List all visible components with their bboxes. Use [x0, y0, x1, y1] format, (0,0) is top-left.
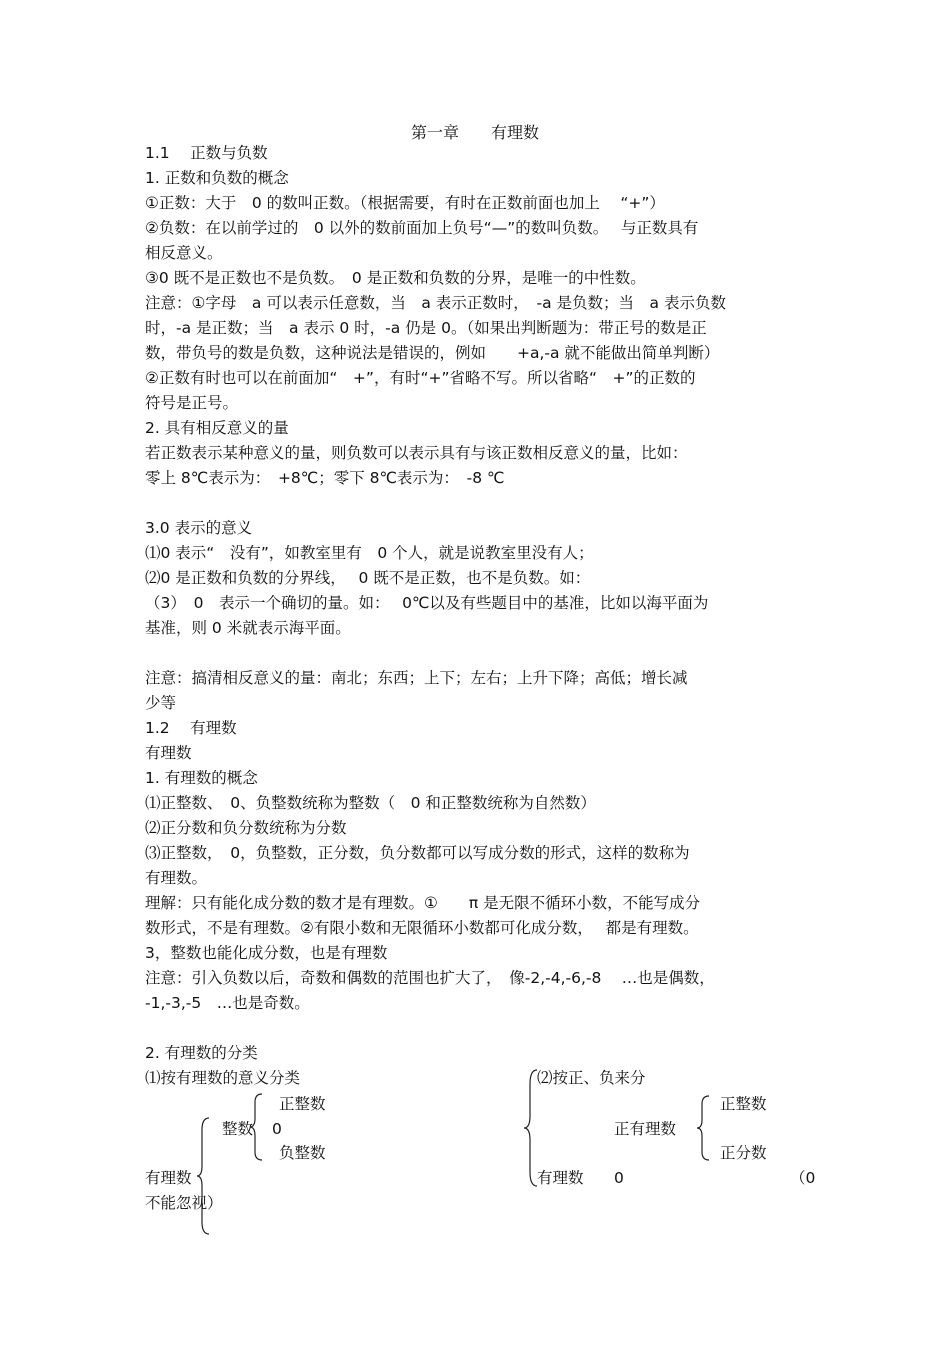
text-line: -1,-3,-5 …也是奇数。 — [145, 994, 310, 1012]
text-line: 数，带负号的数是负数，这种说法是错误的，例如 +a,-a 就不能做出简单判断） — [145, 344, 720, 362]
text-line: 时，-a 是正数；当 a 表示 0 时，-a 仍是 0。（如果出判断题为：带正号的数是正 — [145, 319, 707, 337]
section-heading: 1.1 正数与负数 — [145, 144, 268, 162]
positive-rational-label: 正有理数 — [614, 1120, 677, 1138]
text-line: ⑵0 是正数和负数的分界线， 0 既不是正数，也不是负数。如： — [145, 569, 591, 587]
text-line: ⑶正整数， 0，负整数，正分数，负分数都可以写成分数的形式，这样的数称为 — [145, 844, 690, 862]
text-line: 3，整数也能化成分数，也是有理数 — [145, 944, 388, 962]
text-line: 少等 — [145, 694, 177, 712]
integer-label: 整数 — [222, 1120, 254, 1138]
subsection-heading: 2. 有理数的分类 — [145, 1044, 258, 1062]
classify-right-heading: ⑵按正、负来分 — [537, 1069, 646, 1087]
right-rational-number-label: 有理数 — [537, 1169, 584, 1187]
text-line: ⑵正分数和负分数统称为分数 — [145, 819, 347, 837]
note-text: 不能忽视） — [145, 1194, 223, 1212]
section-heading: 1.2 有理数 — [145, 719, 237, 737]
text-line: 零上 8℃表示为： +8℃；零下 8℃表示为： -8 ℃ — [145, 469, 505, 487]
text-line: ②负数：在以前学过的 0 以外的数前面加上负号“—”的数叫负数。 与正数具有 — [145, 219, 699, 237]
right-positive-integer-label: 正整数 — [720, 1095, 767, 1113]
right-zero-label: 0 — [614, 1169, 624, 1187]
subsection-heading: 2. 具有相反意义的量 — [145, 419, 289, 437]
rational-number-label: 有理数 — [145, 1169, 192, 1187]
text-line: ⑴正整数、 0、负整数统称为整数（ 0 和正整数统称为自然数） — [145, 794, 596, 812]
text-line: ③0 既不是正数也不是负数。 0 是正数和负数的分界，是唯一的中性数。 — [145, 269, 646, 287]
positive-fraction-label: 正分数 — [720, 1144, 767, 1162]
zero-label: 0 — [272, 1120, 282, 1138]
text-line: 注意：搞清相反意义的量：南北；东西；上下；左右；上升下降；高低；增长减 — [145, 669, 688, 687]
positive-rational-brace — [697, 1096, 709, 1160]
text-line: 数形式，不是有理数。②有限小数和无限循环小数都可化成分数， 都是有理数。 — [145, 919, 699, 937]
classify-left-heading: ⑴按有理数的意义分类 — [145, 1069, 301, 1087]
subsection-heading: 1. 正数和负数的概念 — [145, 169, 289, 187]
text-line: ⑴0 表示“ 没有”，如教室里有 0 个人，就是说教室里没有人； — [145, 544, 594, 562]
text-line: 符号是正号。 — [145, 394, 239, 412]
text-line: 理解：只有能化成分数的数才是有理数。① π 是无限不循环小数，不能写成分 — [145, 894, 701, 912]
positive-integer-label: 正整数 — [279, 1095, 326, 1113]
subsection-heading: 1. 有理数的概念 — [145, 769, 258, 787]
chapter-title: 第一章 有理数 — [410, 123, 539, 142]
rational-brace-left — [197, 1118, 209, 1234]
text-line: 基准，则 0 米就表示海平面。 — [145, 619, 351, 637]
text-line: （3） 0 表示一个确切的量。如： 0℃以及有些题目中的基准，比如以海平面为 — [145, 594, 709, 612]
text-line: 若正数表示某种意义的量，则负数可以表示具有与该正数相反意义的量，比如： — [145, 444, 688, 462]
text-line: 注意：引入负数以后，奇数和偶数的范围也扩大了， 像-2,-4,-6,-8 …也是偶数， — [145, 969, 715, 987]
text-line: 相反意义。 — [145, 244, 223, 262]
negative-integer-label: 负整数 — [279, 1144, 326, 1162]
integer-brace — [250, 1094, 262, 1160]
text-line: 有理数 — [145, 744, 192, 762]
subsection-heading: 3.0 表示的意义 — [145, 519, 253, 537]
text-line: 注意：①字母 a 可以表示任意数，当 a 表示正数时， -a 是负数；当 a 表示负数 — [145, 294, 726, 312]
right-paren-text: （0 — [790, 1169, 816, 1187]
text-line: ①正数：大于 0 的数叫正数。（根据需要，有时在正数前面也加上 “+”） — [145, 194, 665, 212]
rational-brace-right — [524, 1070, 537, 1186]
text-line: 有理数。 — [145, 869, 208, 887]
text-line: ②正数有时也可以在前面加“ +”，有时“+”省略不写。所以省略“ +”的正数的 — [145, 369, 696, 387]
